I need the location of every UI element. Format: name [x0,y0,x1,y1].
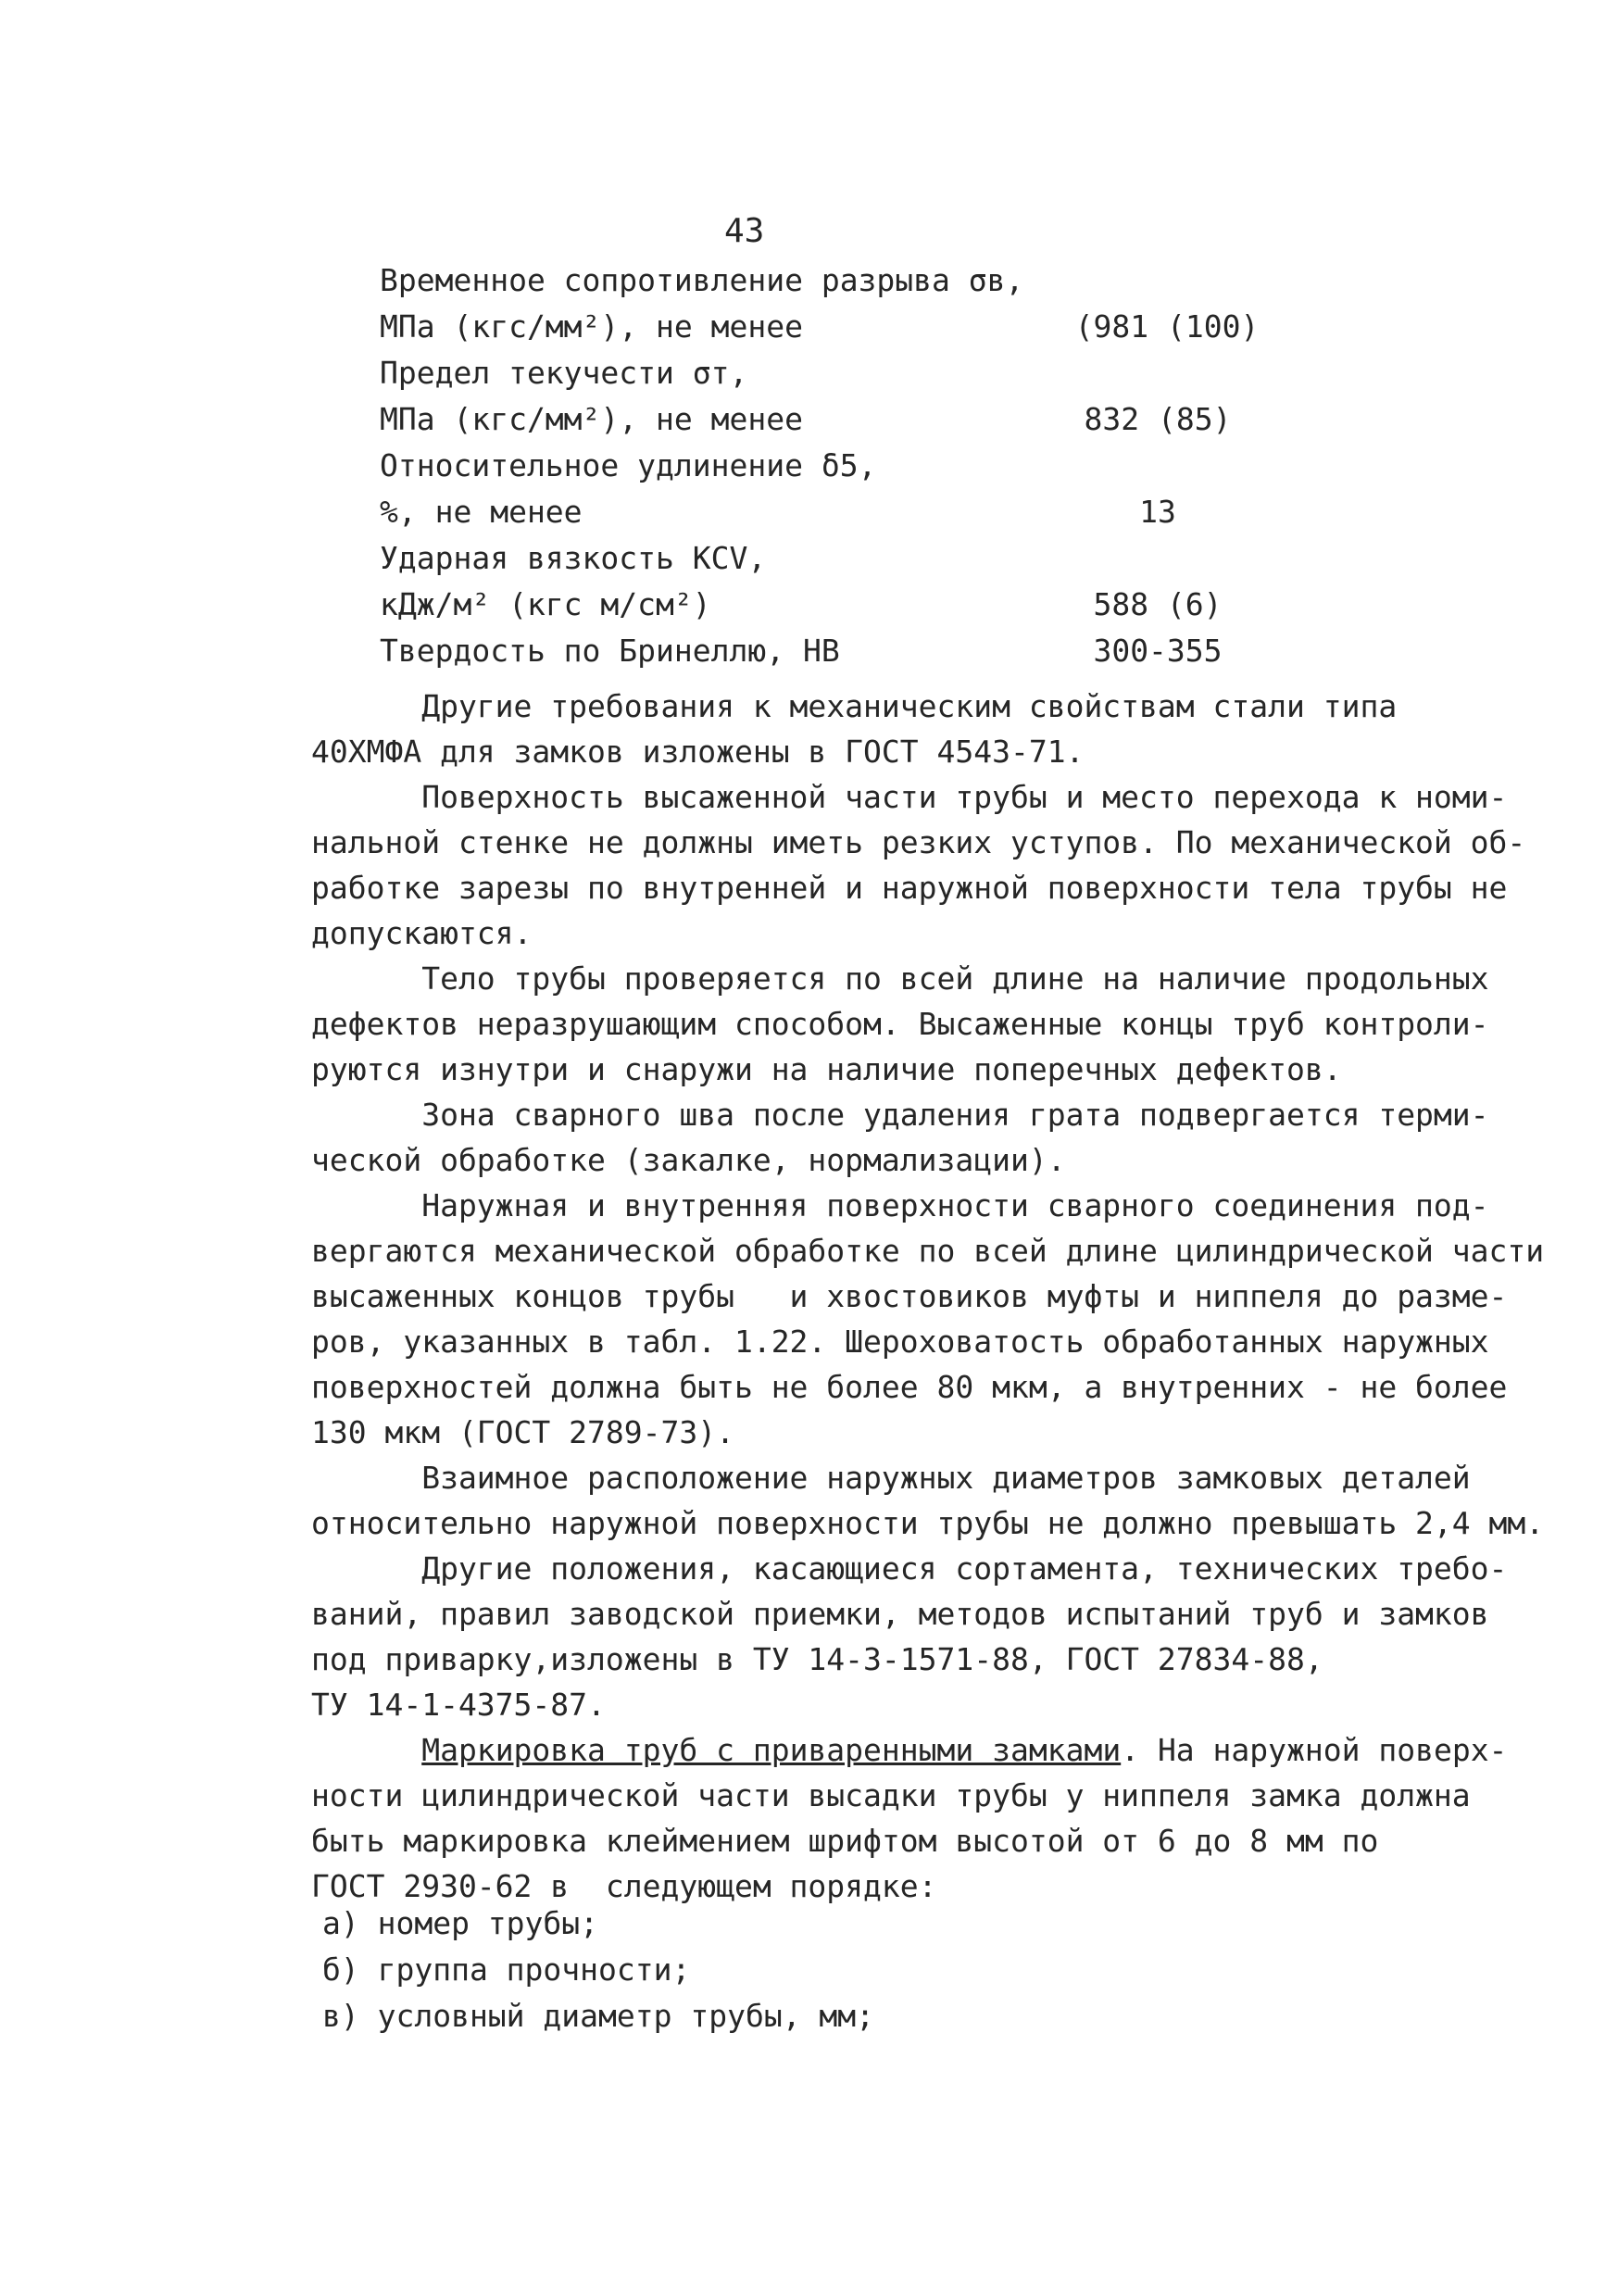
property-value: 300-355 [1093,633,1223,669]
property-line [380,582,1352,628]
paragraph-line: руются изнутри и снаружи на наличие поперечных дефектов. [311,1051,1342,1087]
paragraph-line [311,1727,1508,1773]
paragraphs [311,684,1545,1727]
paragraph [311,1546,1508,1727]
property-value: 588 (6) [1093,586,1223,622]
paragraph-line: 40ХМФА для замков изложены в ГОСТ 4543-71. [311,734,1085,770]
marking-first-line-rest: . На наружной поверх- [1121,1732,1508,1768]
paragraph-line: ваний, правил заводской приемки, методов испытаний труб и замков [311,1596,1489,1632]
marking-order-list [322,1901,874,2039]
paragraph-line: относительно наружной поверхности трубы не должно превышать 2,4 мм. [311,1505,1545,1541]
property-value: 832 (85) [1084,401,1232,437]
property-text: кДж/м² (кгс м/см²) [380,586,711,622]
property-value: (981 (100) [1074,308,1260,345]
paragraph [311,1183,1545,1455]
paragraph-line: поверхностей должна быть не более 80 мкм, а внутренних - не более [311,1369,1508,1405]
property-line [380,443,1352,489]
property-text: МПа (кгс/мм²), не менее [380,401,803,437]
paragraph-line: ности цилиндрической части высадки трубы у ниппеля замка должна [311,1777,1471,1813]
paragraph-line: под приварку,изложены в ТУ 14-3-1571-88, ГОСТ 27834-88, [311,1641,1323,1677]
property-line [380,304,1352,350]
paragraph-line: Наружная и внутренняя поверхности сварного соединения под- [311,1187,1489,1223]
property-text: Предел текучести σт, [380,355,748,391]
paragraph [311,1092,1489,1183]
paragraph-line: 130 мкм (ГОСТ 2789-73). [311,1414,734,1450]
property-text: Относительное удлинение δ5, [380,447,877,483]
property-line [380,535,1352,582]
paragraph-line: нальной стенке не должны иметь резких уступов. По механической об- [311,824,1526,860]
paragraph-line: Поверхность высаженной части трубы и место перехода к номи- [311,779,1508,815]
paragraph-line: Взаимное расположение наружных диаметров замковых деталей [311,1460,1471,1496]
list-item: в) условный диаметр трубы, мм; [322,1998,875,2034]
list-item: а) номер трубы; [322,1905,599,1941]
body-text [311,684,1545,1909]
property-line [380,350,1352,396]
property-text: %, не менее [380,494,583,530]
property-text: Твердость по Бринеллю, HB [380,633,840,669]
property-line [380,396,1352,443]
paragraph-line: ческой обработке (закалке, нормализации). [311,1142,1066,1178]
mechanical-properties [380,257,1352,674]
paragraph [311,774,1526,956]
paragraph-line: допускаются. [311,915,533,951]
paragraph [311,956,1489,1092]
paragraph-line: Тело трубы проверяется по всей длине на наличие продольных [311,960,1489,997]
property-line [380,257,1352,304]
list-item: б) группа прочности; [322,1951,691,1988]
paragraph-line: вергаются механической обработке по всей длине цилиндрической части [311,1233,1545,1269]
property-value: 13 [1139,494,1176,530]
paragraph-line: Другие положения, касающиеся сортамента, технических требо- [311,1550,1508,1587]
property-line [380,628,1352,674]
property-text: МПа (кгс/мм²), не менее [380,308,803,345]
marking-heading: Маркировка труб с приваренными замками [421,1732,1122,1768]
property-line [380,489,1352,535]
property-text: Временное сопротивление разрыва σв, [380,262,1024,298]
page-number: 43 [724,212,765,250]
paragraph-line: высаженных концов трубы и хвостовиков муфты и ниппеля до разме- [311,1278,1508,1314]
property-text: Ударная вязкость KCV, [380,540,767,576]
paragraph-line: Другие требования к механическим свойствам стали типа [311,688,1398,724]
paragraph-line: ров, указанных в табл. 1.22. Шероховатость обработанных наружных [311,1324,1489,1360]
marking-paragraph [311,1727,1508,1909]
paragraph-line: ГОСТ 2930-62 в следующем порядке: [311,1868,937,1904]
paragraph-line: Зона сварного шва после удаления грата подвергается терми- [311,1097,1489,1133]
paragraph-line: работке зарезы по внутренней и наружной поверхности тела трубы не [311,870,1508,906]
paragraph-line: быть маркировка клеймением шрифтом высотой от 6 до 8 мм по [311,1823,1379,1859]
paragraph-line: дефектов неразрушающим способом. Высаженные концы труб контроли- [311,1006,1489,1042]
paragraph-line: ТУ 14-1-4375-87. [311,1687,606,1723]
paragraph [311,1455,1545,1546]
paragraph [311,684,1441,774]
